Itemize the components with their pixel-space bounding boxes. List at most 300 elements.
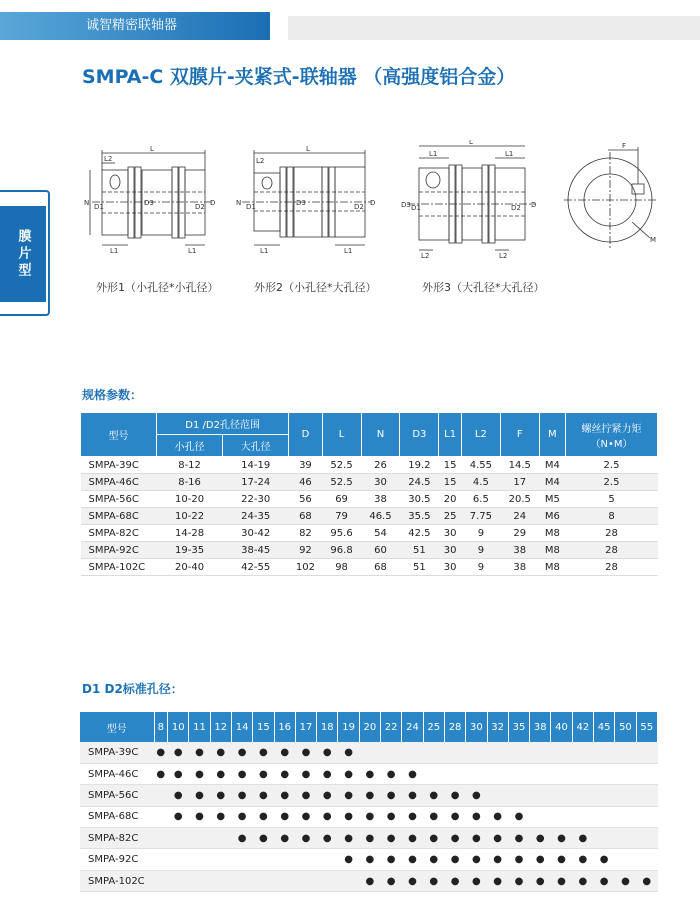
spec-cell: 96.8 — [322, 542, 361, 559]
dim-L1-1b: L1 — [188, 247, 197, 255]
bore-header-size: 40 — [551, 712, 572, 742]
bore-empty-cell — [381, 742, 402, 763]
spec-row — [81, 457, 658, 474]
dim-L2-3a: L2 — [421, 252, 430, 260]
spec-cell: 9 — [461, 525, 500, 542]
bore-header-size: 19 — [338, 712, 359, 742]
bore-empty-cell — [572, 742, 593, 763]
dim-N-2: N — [236, 199, 242, 207]
spec-cell: 8-12 — [157, 457, 223, 474]
spec-cell: 39 — [289, 457, 322, 474]
bore-dot: ● — [402, 785, 423, 806]
bore-empty-cell — [210, 849, 231, 870]
spec-cell: 52.5 — [322, 457, 361, 474]
spec-header-large: 大孔径 — [223, 435, 289, 457]
bore-empty-cell — [593, 828, 614, 849]
bore-dot: ● — [381, 763, 402, 784]
bore-dot: ● — [381, 806, 402, 827]
bore-dot: ● — [210, 806, 231, 827]
spec-cell: 7.75 — [461, 508, 500, 525]
bore-dot: ● — [423, 849, 444, 870]
spec-row — [81, 508, 658, 525]
spec-row — [81, 491, 658, 508]
dim-D1-3: D1 — [411, 204, 421, 212]
spec-cell: 20.5 — [500, 491, 539, 508]
bore-empty-cell — [508, 742, 529, 763]
bore-empty-cell — [402, 742, 423, 763]
bore-header-size: 22 — [381, 712, 402, 742]
bore-dot: ● — [381, 870, 402, 891]
bore-dot: ● — [359, 785, 380, 806]
bore-empty-cell — [615, 849, 636, 870]
bore-dot: ● — [402, 849, 423, 870]
spec-cell: 5 — [566, 491, 658, 508]
spec-cell: 56 — [289, 491, 322, 508]
bore-empty-cell — [551, 785, 572, 806]
bore-empty-cell — [423, 742, 444, 763]
bore-header-size: 14 — [231, 712, 252, 742]
bore-dot: ● — [636, 870, 657, 891]
spec-cell: 68 — [289, 508, 322, 525]
bore-dot: ● — [274, 763, 295, 784]
bore-empty-cell — [636, 828, 657, 849]
bore-dot: ● — [551, 828, 572, 849]
bore-empty-cell — [487, 785, 508, 806]
bore-empty-cell — [615, 806, 636, 827]
spec-cell: 24 — [500, 508, 539, 525]
bore-dot: ● — [423, 785, 444, 806]
spec-cell: 20 — [439, 491, 462, 508]
bore-empty-cell — [274, 870, 295, 891]
bore-dot: ● — [295, 828, 316, 849]
spec-cell: 68 — [361, 559, 400, 576]
bore-empty-cell — [466, 763, 487, 784]
dim-L2-1: L2 — [104, 155, 113, 163]
bore-empty-cell — [636, 849, 657, 870]
dim-D1-2: D1 — [246, 203, 256, 211]
spec-cell: M4 — [539, 474, 565, 491]
bore-header-size: 28 — [444, 712, 465, 742]
bore-cell-model: SMPA-39C — [80, 742, 154, 763]
bore-empty-cell — [466, 742, 487, 763]
bore-empty-cell — [168, 870, 189, 891]
dim-D-1: D — [210, 199, 216, 207]
bore-header-size: 30 — [466, 712, 487, 742]
bore-dot: ● — [295, 742, 316, 763]
spec-cell: M8 — [539, 525, 565, 542]
spec-cell: 51 — [400, 542, 439, 559]
bore-empty-cell — [615, 785, 636, 806]
side-tab-label: 膜片型 — [0, 206, 46, 302]
bore-dot: ● — [154, 742, 168, 763]
bore-dot: ● — [359, 849, 380, 870]
bore-section-title: D1 D2标准孔径： — [82, 682, 183, 696]
spec-cell: M5 — [539, 491, 565, 508]
bore-dot: ● — [253, 828, 274, 849]
spec-header-D3: D3 — [400, 413, 439, 457]
spec-cell: 52.5 — [322, 474, 361, 491]
drawing-shape-1 — [82, 145, 222, 265]
bore-dot: ● — [231, 828, 252, 849]
header-brand-bar — [0, 12, 270, 40]
spec-cell-model: SMPA-82C — [81, 525, 157, 542]
bore-dot: ● — [615, 870, 636, 891]
bore-dot: ● — [338, 742, 359, 763]
bore-dot: ● — [402, 870, 423, 891]
bore-dot: ● — [593, 870, 614, 891]
bore-empty-cell — [295, 870, 316, 891]
spec-cell: 28 — [566, 559, 658, 576]
bore-dot: ● — [168, 763, 189, 784]
spec-cell: 42.5 — [400, 525, 439, 542]
bore-dot: ● — [466, 828, 487, 849]
spec-cell: 98 — [322, 559, 361, 576]
spec-cell: 2.5 — [566, 474, 658, 491]
bore-empty-cell — [615, 763, 636, 784]
bore-dot: ● — [466, 870, 487, 891]
bore-dot: ● — [508, 806, 529, 827]
bore-header-size: 24 — [402, 712, 423, 742]
bore-empty-cell — [508, 763, 529, 784]
dim-D3-3: D3 — [401, 201, 411, 209]
bore-empty-cell — [189, 828, 210, 849]
dim-D2-2: D2 — [354, 203, 364, 211]
spec-cell-model: SMPA-39C — [81, 457, 157, 474]
bore-header-size: 20 — [359, 712, 380, 742]
spec-cell: 9 — [461, 559, 500, 576]
bore-dot: ● — [274, 828, 295, 849]
bore-empty-cell — [295, 849, 316, 870]
bore-dot: ● — [572, 849, 593, 870]
dim-L1-2b: L1 — [344, 247, 353, 255]
bore-empty-cell — [168, 828, 189, 849]
bore-header-size: 11 — [189, 712, 210, 742]
spec-cell: 102 — [289, 559, 322, 576]
bore-dot: ● — [466, 806, 487, 827]
bore-empty-cell — [508, 785, 529, 806]
bore-dot: ● — [295, 806, 316, 827]
bore-dot: ● — [508, 828, 529, 849]
bore-dot: ● — [551, 870, 572, 891]
spec-cell: 82 — [289, 525, 322, 542]
bore-dot: ● — [274, 806, 295, 827]
bore-cell-model: SMPA-56C — [80, 785, 154, 806]
dim-L-2: L — [306, 145, 310, 153]
spec-header-L2: L2 — [461, 413, 500, 457]
bore-header-size: 45 — [593, 712, 614, 742]
bore-dot: ● — [423, 828, 444, 849]
bore-empty-cell — [593, 763, 614, 784]
dim-L1-3a: L1 — [429, 150, 438, 158]
bore-dot: ● — [338, 806, 359, 827]
bore-empty-cell — [231, 849, 252, 870]
spec-cell: 30 — [439, 542, 462, 559]
bore-dot: ● — [210, 785, 231, 806]
bore-empty-cell — [338, 870, 359, 891]
spec-cell: 28 — [566, 542, 658, 559]
spec-cell: 17 — [500, 474, 539, 491]
bore-empty-cell — [551, 806, 572, 827]
spec-cell: 22-30 — [223, 491, 289, 508]
bore-dot: ● — [487, 828, 508, 849]
bore-header-size: 38 — [530, 712, 551, 742]
spec-cell: 79 — [322, 508, 361, 525]
spec-row — [81, 542, 658, 559]
bore-row — [80, 742, 658, 763]
figure-caption-3: 外形3（大孔径*大孔径） — [422, 281, 545, 294]
bore-dot: ● — [295, 785, 316, 806]
bore-empty-cell — [154, 806, 168, 827]
spec-cell-model: SMPA-92C — [81, 542, 157, 559]
bore-dot: ● — [530, 849, 551, 870]
spec-cell: 54 — [361, 525, 400, 542]
bore-dot: ● — [359, 828, 380, 849]
spec-header-M: M — [539, 413, 565, 457]
spec-cell: 60 — [361, 542, 400, 559]
spec-cell: 95.6 — [322, 525, 361, 542]
spec-cell: 30 — [439, 525, 462, 542]
dim-L2-2: L2 — [256, 157, 265, 165]
bore-row — [80, 849, 658, 870]
bore-dot: ● — [508, 849, 529, 870]
bore-empty-cell — [551, 742, 572, 763]
spec-cell: 24.5 — [400, 474, 439, 491]
bore-header-size: 42 — [572, 712, 593, 742]
bore-empty-cell — [168, 849, 189, 870]
spec-cell: 9 — [461, 542, 500, 559]
spec-cell: 14-19 — [223, 457, 289, 474]
bore-dot: ● — [572, 870, 593, 891]
spec-cell: 8 — [566, 508, 658, 525]
spec-header-N: N — [361, 413, 400, 457]
spec-cell: 51 — [400, 559, 439, 576]
bore-dot: ● — [231, 763, 252, 784]
bore-row — [80, 828, 658, 849]
spec-cell: M8 — [539, 559, 565, 576]
bore-empty-cell — [274, 849, 295, 870]
bore-dot: ● — [317, 806, 338, 827]
spec-section-title: 规格参数： — [82, 388, 143, 402]
bore-dot: ● — [210, 742, 231, 763]
spec-cell: M8 — [539, 542, 565, 559]
bore-dot: ● — [444, 828, 465, 849]
spec-cell: 14-28 — [157, 525, 223, 542]
bore-empty-cell — [359, 742, 380, 763]
bore-dot: ● — [338, 849, 359, 870]
bore-dot: ● — [466, 849, 487, 870]
spec-cell: 25 — [439, 508, 462, 525]
bore-empty-cell — [154, 870, 168, 891]
side-tab — [0, 190, 50, 316]
bore-dot: ● — [466, 785, 487, 806]
bore-empty-cell — [317, 870, 338, 891]
bore-empty-cell — [210, 828, 231, 849]
bore-header-size: 50 — [615, 712, 636, 742]
bore-dot: ● — [338, 828, 359, 849]
spec-cell: 19-35 — [157, 542, 223, 559]
bore-empty-cell — [317, 849, 338, 870]
bore-empty-cell — [444, 742, 465, 763]
spec-cell: 6.5 — [461, 491, 500, 508]
bore-header-row — [80, 712, 658, 742]
bore-empty-cell — [636, 785, 657, 806]
bore-empty-cell — [253, 849, 274, 870]
dim-D3-1: D3 — [144, 199, 154, 207]
spec-cell: 10-22 — [157, 508, 223, 525]
spec-cell: 26 — [361, 457, 400, 474]
bore-dot: ● — [402, 763, 423, 784]
bore-cell-model: SMPA-82C — [80, 828, 154, 849]
bore-header-model: 型号 — [80, 712, 154, 742]
bore-empty-cell — [593, 806, 614, 827]
bore-dot: ● — [444, 785, 465, 806]
dim-L-1: L — [150, 145, 154, 153]
bore-empty-cell — [572, 785, 593, 806]
spec-cell: 46 — [289, 474, 322, 491]
bore-dot: ● — [423, 870, 444, 891]
bore-empty-cell — [615, 742, 636, 763]
bore-dot: ● — [317, 742, 338, 763]
bore-dot: ● — [317, 763, 338, 784]
bore-empty-cell — [253, 870, 274, 891]
spec-header-bore-range: D1 /D2孔径范围 — [157, 413, 289, 435]
dim-M: M — [650, 236, 657, 244]
bore-dot: ● — [231, 806, 252, 827]
dim-D-2: D — [370, 199, 376, 207]
bore-empty-cell — [530, 763, 551, 784]
spec-cell: 29 — [500, 525, 539, 542]
bore-header-size: 16 — [274, 712, 295, 742]
bore-dot: ● — [381, 849, 402, 870]
bore-dot: ● — [402, 806, 423, 827]
drawing-end-view — [562, 142, 672, 252]
bore-dot: ● — [381, 828, 402, 849]
bore-empty-cell — [154, 785, 168, 806]
spec-cell: M6 — [539, 508, 565, 525]
bore-row — [80, 870, 658, 891]
spec-cell: 24-35 — [223, 508, 289, 525]
bore-dot: ● — [253, 763, 274, 784]
bore-dot: ● — [444, 870, 465, 891]
spec-cell-model: SMPA-102C — [81, 559, 157, 576]
bore-dot: ● — [487, 870, 508, 891]
bore-empty-cell — [189, 870, 210, 891]
bore-empty-cell — [572, 806, 593, 827]
spec-cell: 46.5 — [361, 508, 400, 525]
spec-cell: 69 — [322, 491, 361, 508]
bore-cell-model: SMPA-92C — [80, 849, 154, 870]
bore-cell-model: SMPA-102C — [80, 870, 154, 891]
bore-header-size: 18 — [317, 712, 338, 742]
bore-dot: ● — [508, 870, 529, 891]
bore-dot: ● — [530, 828, 551, 849]
bore-empty-cell — [231, 870, 252, 891]
dim-D1-1: D1 — [94, 203, 104, 211]
spec-row — [81, 525, 658, 542]
bore-header-size: 35 — [508, 712, 529, 742]
bore-dot: ● — [530, 870, 551, 891]
dim-L2-3b: L2 — [499, 252, 508, 260]
dim-D2-1: D2 — [195, 203, 205, 211]
bore-dot: ● — [487, 806, 508, 827]
bore-header-size: 55 — [636, 712, 657, 742]
bore-cell-model: SMPA-68C — [80, 806, 154, 827]
bore-dot: ● — [444, 849, 465, 870]
spec-table — [80, 412, 658, 576]
figure-caption-1: 外形1（小孔径*小孔径） — [96, 281, 219, 294]
bore-dot: ● — [189, 742, 210, 763]
bore-empty-cell — [615, 828, 636, 849]
bore-empty-cell — [593, 742, 614, 763]
spec-cell: 30.5 — [400, 491, 439, 508]
bore-dot: ● — [274, 742, 295, 763]
bore-empty-cell — [636, 742, 657, 763]
bore-empty-cell — [423, 763, 444, 784]
spec-cell: 35.5 — [400, 508, 439, 525]
bore-dot: ● — [423, 806, 444, 827]
bore-dot: ● — [189, 763, 210, 784]
bore-dot: ● — [168, 806, 189, 827]
bore-header-size: 8 — [154, 712, 168, 742]
bore-dot: ● — [359, 806, 380, 827]
spec-cell-model: SMPA-56C — [81, 491, 157, 508]
bore-dot: ● — [253, 785, 274, 806]
bore-empty-cell — [636, 763, 657, 784]
spec-cell-model: SMPA-46C — [81, 474, 157, 491]
spec-cell: 38 — [500, 559, 539, 576]
bore-header-size: 15 — [253, 712, 274, 742]
spec-header-torque: 螺丝拧紧力矩（N•M） — [566, 413, 658, 457]
spec-row — [81, 559, 658, 576]
bore-dot: ● — [274, 785, 295, 806]
spec-cell: 38 — [500, 542, 539, 559]
bore-dot: ● — [253, 742, 274, 763]
spec-header-L: L — [322, 413, 361, 457]
spec-cell: 30-42 — [223, 525, 289, 542]
bore-header-size: 12 — [210, 712, 231, 742]
bore-table — [80, 712, 658, 892]
spec-cell: 38-45 — [223, 542, 289, 559]
spec-cell: 92 — [289, 542, 322, 559]
spec-cell: 28 — [566, 525, 658, 542]
bore-dot: ● — [168, 785, 189, 806]
bore-dot: ● — [359, 870, 380, 891]
bore-empty-cell — [572, 763, 593, 784]
dim-D3-2: D3 — [296, 199, 306, 207]
bore-row — [80, 785, 658, 806]
spec-cell: 20-40 — [157, 559, 223, 576]
bore-dot: ● — [317, 785, 338, 806]
spec-cell-model: SMPA-68C — [81, 508, 157, 525]
bore-empty-cell — [636, 806, 657, 827]
bore-dot: ● — [189, 785, 210, 806]
bore-dot: ● — [572, 828, 593, 849]
spec-row — [81, 474, 658, 491]
dim-F: F — [622, 142, 627, 150]
spec-cell: 15 — [439, 474, 462, 491]
bore-row — [80, 763, 658, 784]
bore-empty-cell — [189, 849, 210, 870]
dim-N-1: N — [84, 199, 90, 207]
drawing-shape-2 — [232, 145, 382, 265]
bore-empty-cell — [444, 763, 465, 784]
bore-row — [80, 806, 658, 827]
spec-cell: 4.5 — [461, 474, 500, 491]
figure-caption-2: 外形2（小孔径*大孔径） — [254, 281, 377, 294]
spec-cell: 10-20 — [157, 491, 223, 508]
bore-dot: ● — [231, 742, 252, 763]
spec-header-F: F — [500, 413, 539, 457]
